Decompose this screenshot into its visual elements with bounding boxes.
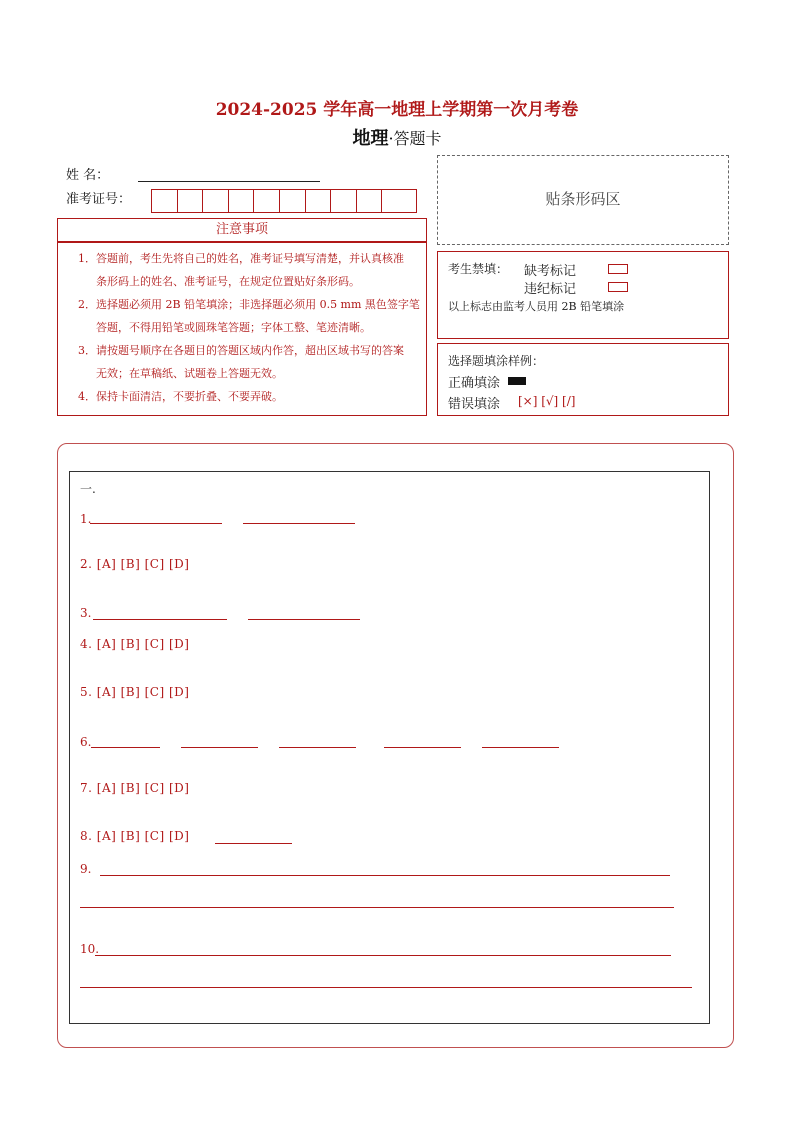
id-cell[interactable] xyxy=(178,190,204,212)
notes-heading: 注意事项 xyxy=(215,222,268,237)
id-cell[interactable] xyxy=(331,190,357,212)
absent-mark-box[interactable] xyxy=(608,264,628,274)
id-cell[interactable] xyxy=(357,190,383,212)
question-8[interactable]: 8. [A] [B] [C] [D] xyxy=(80,829,190,843)
name-field[interactable] xyxy=(138,165,320,182)
question-9: 9. xyxy=(80,862,92,876)
answer-line[interactable] xyxy=(181,746,258,748)
answer-line[interactable] xyxy=(80,906,674,908)
answer-line[interactable] xyxy=(95,954,671,956)
id-cell[interactable] xyxy=(229,190,255,212)
id-number-boxes[interactable] xyxy=(151,189,417,213)
card-type: ·答题卡 xyxy=(388,129,442,148)
note-line: 无效；在草稿纸、试题卷上答题无效。 xyxy=(96,367,283,380)
notes-panel xyxy=(57,242,427,416)
invigilator-panel xyxy=(437,251,729,339)
id-cell[interactable] xyxy=(280,190,306,212)
question-3: 3. xyxy=(80,606,92,620)
forbidden-label: 考生禁填： xyxy=(448,262,509,276)
id-cell[interactable] xyxy=(382,190,408,212)
answer-line[interactable] xyxy=(91,746,160,748)
answer-line[interactable] xyxy=(80,986,692,988)
id-cell[interactable] xyxy=(254,190,280,212)
answer-line[interactable] xyxy=(243,522,355,524)
id-cell[interactable] xyxy=(203,190,229,212)
note-line: 条形码上的姓名、准考证号，在规定位置贴好条形码。 xyxy=(96,275,360,288)
question-5[interactable]: 5. [A] [B] [C] [D] xyxy=(80,685,190,699)
note-line: 答题，不得用铅笔或圆珠笔答题；字体工整、笔迹清晰。 xyxy=(96,321,371,334)
subject-name: 地理 xyxy=(352,128,389,149)
barcode-label: 贴条形码区 xyxy=(545,190,621,208)
wrong-label: 错误填涂 xyxy=(448,397,501,412)
note-line: 1．答题前，考生先将自己的姓名，准考证号填写清楚，并认真核准 xyxy=(78,252,404,265)
violation-mark-box[interactable] xyxy=(608,282,628,292)
answer-line[interactable] xyxy=(215,842,292,844)
id-label: 准考证号： xyxy=(66,192,132,207)
answer-line[interactable] xyxy=(100,874,670,876)
notes-header xyxy=(57,218,427,242)
exam-subtitle xyxy=(0,124,794,150)
question-10: 10. xyxy=(80,942,100,956)
id-cell[interactable] xyxy=(306,190,332,212)
note-line: 2．选择题必须用 2B 铅笔填涂；非选择题必须用 0.5 mm 黑色签字笔 xyxy=(78,298,420,311)
id-cell[interactable] xyxy=(152,190,178,212)
note-line: 3．请按题号顺序在各题目的答题区域内作答，超出区域书写的答案 xyxy=(78,344,404,357)
question-6: 6. xyxy=(80,735,92,749)
barcode-area xyxy=(437,155,729,245)
absent-label: 缺考标记 xyxy=(524,264,577,279)
forbidden-note: 以上标志由监考人员用 2B 铅笔填涂 xyxy=(448,300,625,313)
sample-panel xyxy=(437,343,729,416)
question-1: 1. xyxy=(80,512,92,526)
question-7[interactable]: 7. [A] [B] [C] [D] xyxy=(80,781,190,795)
answer-line[interactable] xyxy=(248,618,360,620)
wrong-marks-sample: [×] [√] [/] xyxy=(518,394,576,408)
answer-line[interactable] xyxy=(384,746,461,748)
answer-line[interactable] xyxy=(482,746,559,748)
note-line: 4．保持卡面清洁，不要折叠、不要弄破。 xyxy=(78,390,283,403)
question-4[interactable]: 4. [A] [B] [C] [D] xyxy=(80,637,190,651)
correct-label: 正确填涂 xyxy=(448,376,501,391)
exam-title: 2024-2025 学年高一地理上学期第一次月考卷 xyxy=(215,100,579,120)
answer-line[interactable] xyxy=(93,618,227,620)
answer-line[interactable] xyxy=(279,746,356,748)
violation-label: 违纪标记 xyxy=(524,282,577,297)
name-label: 姓 名： xyxy=(66,168,110,183)
section-one: 一. xyxy=(80,482,96,496)
answer-line[interactable] xyxy=(90,522,222,524)
question-2[interactable]: 2. [A] [B] [C] [D] xyxy=(80,557,190,571)
correct-fill-sample xyxy=(508,377,526,385)
sample-heading: 选择题填涂样例： xyxy=(448,354,545,368)
